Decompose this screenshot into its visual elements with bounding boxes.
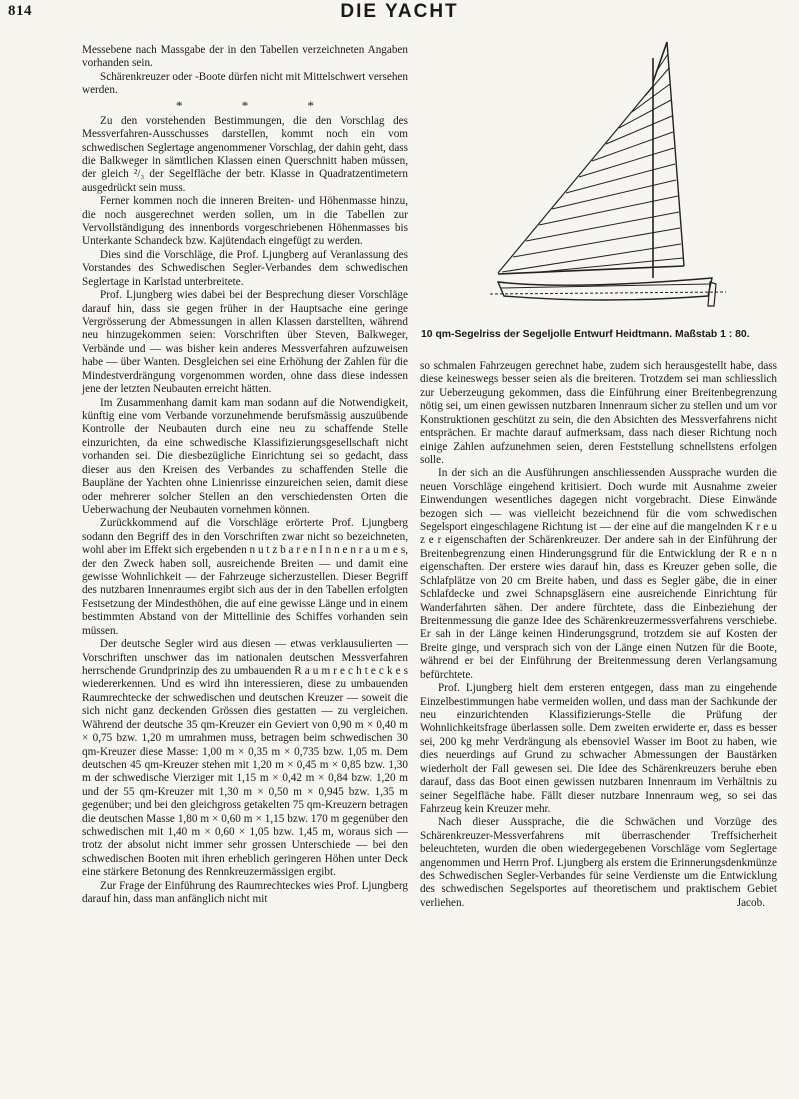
- figure-caption: 10 qm-Segelriss der Segeljolle Entwurf Heidtmann. Maßstab 1 : 80.: [421, 329, 750, 340]
- running-head: DIE YACHT: [340, 1, 459, 22]
- author-signature: Jacob.: [736, 896, 765, 909]
- paragraph: Prof. Ljungberg hielt dem ersteren entgegen, dass man zu eingehende Einzelbestimmungen habe vermeiden wollen, und dass man der Sachkunde der neu einzurichtenden Klassifizierungs-Stelle die Prüfung der Wohnlichkeitsfrage überlassen solle. Dem zweiten erwiderte er, dass es besser sei, 200 kg mehr Verdrängung als ebensoviel Wasser im Boot zu haben, wie dies neuerdings auf Grund zu schwacher Abmessungen der Baustärken wiederholt der Fall gewesen sei. Die Idee des Schärenkreuzers beruhe eben darauf, dass das Boot einen gewissen nutzbaren Innenraum im Verhältnis zu seiner Segelfläche habe. Fällt dieser nutzbare Innenraum weg, so sei das Fahrzeug kein Kreuzer mehr.: [420, 682, 777, 815]
- left-column: [82, 44, 408, 907]
- paragraph: so schmalen Fahrzeugen gerechnet habe, zudem sich herausgestellt habe, dass diese keineswegs besser seien als die breiteren. Trotzdem sei man schliesslich zur Ueberzeugung gekommen, dass die Einführung einer Breitenbegrenzung nötig sei, um einen gewissen nutzbaren Innenraum sicher zu stellen und um vor Konstruktionen geschützt zu sein, die den Absichten des Messverfahrens nicht entsprächen. Er machte darauf aufmerksam, dass nach dieser Richtung noch einige Zahlen aufzunehmen seien, deren Feststellung schnellstens erfolgen solle.: [420, 360, 777, 466]
- paragraph: Schärenkreuzer oder -Boote dürfen nicht mit Mittelschwert versehen werden.: [82, 70, 408, 97]
- sail-plan-drawing: [420, 20, 777, 330]
- paragraph: Zur Frage der Einführung des Raumrechteckes wies Prof. Ljungberg darauf hin, dass man anfänglich nicht mit: [82, 879, 408, 906]
- paragraph: Der deutsche Segler wird aus diesen — etwas verklausulierten — Vorschriften unschwer das im nationalen deutschen Messverfahren herrschende Grundprinzip des zu umbauenden R a u m r e c h t e c k e s wiedererkennen. Und es wird ihn interessieren, diese zu umbauenden Raumrechtecke der schwedischen und deutschen Kreuzer — soweit die sich nicht ganz deckenden Grössen dies gestatten — zu vergleichen. Während der deutsche 35 qm-Kreuzer ein Geviert von 0,90 m × 0,40 m × 0,75 bzw. 1,20 m umrahmen muss, betragen beim schwedischen 30 qm-Kreuzer diese Masse: 1,00 m × 0,35 m × 0,735 bzw. 1,05 m. Dem deutschen 45 qm-Kreuzer stehen mit 1,20 m × 0,45 m × 0,85 bzw. 1,30 m der schwedische Vierziger mit 1,15 m × 0,42 m × 0,84 bzw. 1,20 m und der 55 qm-Kreuzer mit 1,30 m × 0,50 m × 0,945 bzw. 1,35 m gegenüber; und bei den gleichgross getakelten 75 qm-Kreuzern betragen die deutschen Masse 1,80 m × 0,60 m × 1,15 bzw. 170 m gegenüber den schwedischen mit 1,40 m × 0,60 × 1,05 bzw. 1,45 m, woraus sich — trotz der absolut nicht immer sehr grossen Unterschiede — bei den schwedischen Booten mit ihren erheblich geringeren Höhen unter Deck eine stärkere Betonung des Rennkreuzermässigen ergibt.: [82, 638, 408, 879]
- page-number: 814: [8, 3, 32, 19]
- right-column: [420, 360, 777, 910]
- section-ornament: * * *: [176, 97, 342, 113]
- paragraph: Zu den vorstehenden Bestimmungen, die den Vorschlag des Messverfahren-Ausschusses darstellen, kommt noch ein vom schwedischen Seglertage angenommener Vorschlag, der dahin geht, dass die Balkweger in sämtlichen Klassen einen Querschnitt haben müssen, der gleich ²/₃ der Segelfläche der betr. Klasse in Quadratzentimetern ausgedrückt sein muss.: [82, 114, 408, 194]
- paragraph: Ferner kommen noch die inneren Breiten- und Höhenmasse hinzu, die noch ausgerechnet werden sollen, um in die Tabellen zur Vervollständigung des innenbords vorgeschriebenen Höhenmasses bis Unterkante Schandeck bzw. Kajütendach eingefügt zu werden.: [82, 195, 408, 248]
- paragraph: In der sich an die Ausführungen anschliessenden Aussprache wurden die neuen Vorschläge eingehend kritisiert. Doch wurde mit Ausnahme zweier Einwendungen wesentliches dagegen nicht vorgebracht. Diese Einwände bezogen sich — was vielleicht bezeichnend für die vom schwedischen Segelsport eingeschlagene Richtung ist — der eine auf die mangelnden K r e u z e r eigenschaften der Schärenkreuzer. Der andere sah in der Einführung der Breitenbegrenzung einen Hinderungsgrund für die Entwicklung der R e n n eigenschaften. Der erstere wies darauf hin, dass es Kreuzer geben solle, die Schlafplätze von 20 cm Breite haben, und dass es Segler gäbe, die in einer Schlafdecke und zwei Schnapsgläsern eine ausreichende Einrichtung für Wanderfahrten sähen. Der andere fürchtete, dass die Einbeziehung der Breitenmessung die ganze Idee des Schärenkreuzermessverfahrens verschiebe. Er sah in der Länge keinen Hinderungsgrund, trotzdem sie auf Kosten der Breite ginge, und versprach sich von der Länge einen Nutzen für die Boote, während er bei der Einführung der Breitenmessung deren Verlangsamung befürchtete.: [420, 467, 777, 681]
- paragraph: Zurückkommend auf die Vorschläge erörterte Prof. Ljungberg sodann den Begriff des in den Vorschriften zwar nicht so bezeichneten, wohl aber im Effekt sich ergebenden n u t z b a r e n I n n e n r a u m e s, der den Zweck haben soll, ausreichende Breiten — und damit eine gewisse Wohnlichkeit — der Fahrzeuge sicherzustellen. Dieser Begriff des nutzbaren Innenraumes ergibt sich aus der in den Tabellen erfolgten Festsetzung der Mindesthöhen, die auf eine gewisse Länge und in einem bestimmten Abstand von der Mittellinie des Schiffes vorhanden sein müssen.: [82, 517, 408, 637]
- paragraph: Nach dieser Aussprache, die die Schwächen und Vorzüge des Schärenkreuzer-Messverfahrens mit überraschender Treffsicherheit beleuchteten, wurden die oben wiedergegebenen Vorschläge vom Seglertage angenommen und Herrn Prof. Ljungberg als erstem die Erinnerungsdenkmünze des Schwedischen Segler-Verbandes für seine Verdienste um die Entwicklung des schwedischen Segelsportes auf theoretischem und praktischem Gebiet verliehen.: [420, 816, 777, 909]
- paragraph: Messebene nach Massgabe der in den Tabellen verzeichneten Angaben vorhanden sein.: [82, 44, 408, 70]
- paragraph: Dies sind die Vorschläge, die Prof. Ljungberg auf Veranlassung des Vorstandes des Schwedischen Segler-Verbandes dem schwedischen Seglertage in Karlstad unterbreitete.: [82, 248, 408, 288]
- paragraph: Prof. Ljungberg wies dabei bei der Besprechung dieser Vorschläge darauf hin, dass sie gegen früher in der Hauptsache eine geringe Vergrösserung der Abmessungen in allen Klassen darstellten, während neu hinzugekommen seien: Vorschriften über Steven, Balkweger, Verbände und — was bisher kein anderes Messverfahren aufzuweisen habe — über Wanten. Desgleichen sei eine Erhöhung der Zahlen für die Mindestverdrängung vorgenommen worden, ohne dass diese indessen jene der letzten Neubauten erreicht hätten.: [82, 289, 408, 396]
- paragraph: Im Zusammenhang damit kam man sodann auf die Notwendigkeit, künftig eine vom Verbande vorzunehmende berufsmässig auszuübende Kontrolle der Neubauten durch eine neu zu schaffende Stelle einzurichten, da eine schwedische Klassifizierungsgesellschaft nicht vorhanden sei. Die diesbezügliche Einrichtung sei so gedacht, dass dieser aus den Kreisen des Verbandes zu schaffenden Stelle die Baupläne der Yachten ohne Linienrisse einzureichen seien, damit diese oder mehrerer solcher Stellen an den verschiedensten Orten die Ueberwachung der Neubauten vornehmen können.: [82, 396, 408, 516]
- sail-plan-figure: [420, 20, 777, 338]
